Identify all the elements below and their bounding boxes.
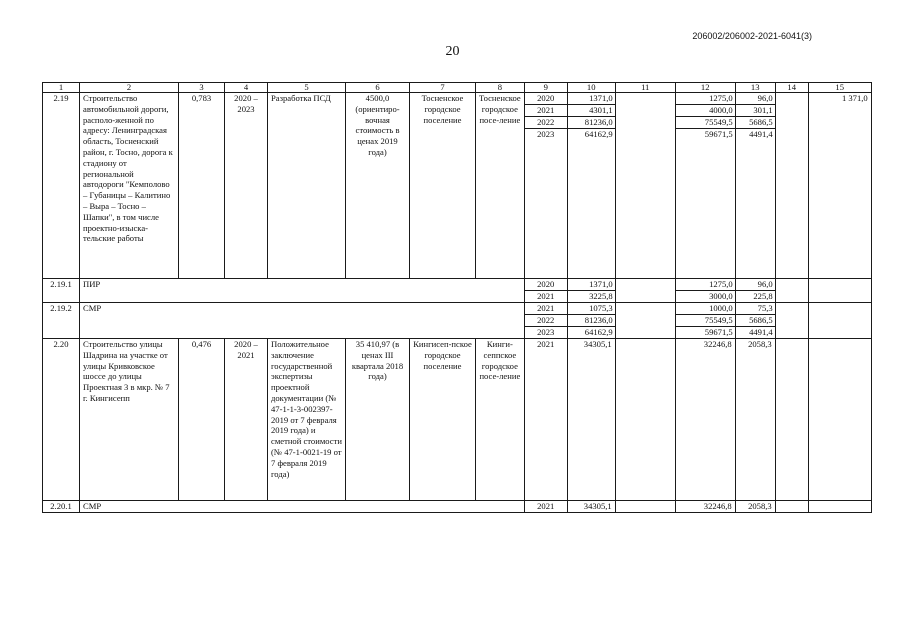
total-amount: 1371,0 xyxy=(589,93,613,103)
table-row xyxy=(43,93,872,279)
total-amount: 64162,9 xyxy=(568,129,615,141)
document-number: 206002/206002-2021-6041(3) xyxy=(692,31,812,41)
table-row xyxy=(43,501,872,513)
regional-amount: 3000,0 xyxy=(676,291,735,303)
regional-amount: 59671,5 xyxy=(676,129,735,141)
year: 2022 xyxy=(525,315,567,327)
row-number: 2.19.2 xyxy=(43,303,80,339)
local-amount: 4491,4 xyxy=(736,129,775,141)
local-amount: 2058,3 xyxy=(735,501,775,513)
year: 2021 xyxy=(525,105,567,117)
column-number: 12 xyxy=(675,83,735,93)
column-number: 10 xyxy=(567,83,615,93)
federal-amount xyxy=(615,279,675,303)
other-amount xyxy=(775,279,808,303)
other-amount xyxy=(775,339,808,501)
total-amount: 3225,8 xyxy=(568,291,615,303)
row-number: 2.20.1 xyxy=(43,501,80,513)
column-number: 3 xyxy=(179,83,225,93)
total-amount: 4301,1 xyxy=(568,105,615,117)
row-number: 2.19.1 xyxy=(43,279,80,303)
federal-amount xyxy=(615,501,675,513)
completed-amount xyxy=(808,501,871,513)
total-amount: 34305,1 xyxy=(567,501,615,513)
table-row xyxy=(43,279,872,303)
year: 2020 xyxy=(537,279,555,289)
column-number: 5 xyxy=(268,83,346,93)
year: 2021 xyxy=(537,303,555,313)
total-amount: 81236,0 xyxy=(568,117,615,129)
local-amount: 4491,4 xyxy=(736,327,775,339)
regional-amount: 1275,0 xyxy=(709,279,733,289)
construction-period: 2020 – 2021 xyxy=(225,339,268,501)
completed-amount xyxy=(808,339,871,501)
column-number: 4 xyxy=(225,83,268,93)
column-number: 6 xyxy=(346,83,410,93)
recipient: Кинги-сеппское городское посе-ление xyxy=(476,339,525,501)
length-km: 0,476 xyxy=(179,339,225,501)
work-type: СМР xyxy=(80,501,525,513)
federal-amount xyxy=(615,303,675,339)
local-amount: 75,3 xyxy=(757,303,773,313)
local-amount: 225,8 xyxy=(736,291,775,303)
completed-amount xyxy=(808,303,871,339)
year: 2021 xyxy=(524,339,567,501)
regional-amount: 1275,0 xyxy=(709,93,733,103)
total-amount: 34305,1 xyxy=(567,339,615,501)
column-number: 15 xyxy=(808,83,871,93)
column-number: 8 xyxy=(476,83,525,93)
year: 2023 xyxy=(525,327,567,339)
row-number: 2.19 xyxy=(43,93,80,279)
year: 2023 xyxy=(525,129,567,141)
column-number: 14 xyxy=(775,83,808,93)
table-row xyxy=(43,339,872,501)
local-amount: 2058,3 xyxy=(735,339,775,501)
local-amount: 5686,5 xyxy=(736,315,775,327)
regional-amount: 75549,5 xyxy=(676,315,735,327)
object-name: Строительство улицы Шадрина на участке от улицы Кривковское шоссе до улицы Проектная 3 в мкр. № 7 г. Кингисепп xyxy=(80,339,179,501)
federal-amount xyxy=(615,339,675,501)
other-amount xyxy=(775,501,808,513)
local-amount: 301,1 xyxy=(736,105,775,117)
construction-period: 2020 – 2023 xyxy=(225,93,268,279)
column-number: 11 xyxy=(615,83,675,93)
other-amount xyxy=(775,93,808,279)
recipient: Тосненское городское посе-ление xyxy=(476,93,525,279)
column-number: 7 xyxy=(410,83,476,93)
year: 2022 xyxy=(525,117,567,129)
length-km: 0,783 xyxy=(179,93,225,279)
page-number: 20 xyxy=(445,44,460,59)
municipality: Тосненское городское поселение xyxy=(410,93,476,279)
estimated-cost: 35 410,97 (в ценах III квартала 2018 года) xyxy=(346,339,410,501)
local-amount: 96,0 xyxy=(757,93,773,103)
regional-amount: 4000,0 xyxy=(676,105,735,117)
regional-amount: 59671,5 xyxy=(676,327,735,339)
documentation-status: Положительное заключение государственной экспертизы проектной документации (№ 47-1-1-3-002397-2019 от 7 февраля 2019 года) и сметной стоимости (№ 47-1-0021-19 от 7 февраля 2019 года) xyxy=(268,339,346,501)
column-number: 1 xyxy=(43,83,80,93)
completed-amount: 1 371,0 xyxy=(808,93,871,279)
work-type: СМР xyxy=(80,303,525,339)
local-amount: 5686,5 xyxy=(736,117,775,129)
year: 2021 xyxy=(525,291,567,303)
total-amount: 64162,9 xyxy=(568,327,615,339)
documentation-status: Разработка ПСД xyxy=(268,93,346,279)
column-number-row xyxy=(43,83,872,93)
table-row xyxy=(43,303,872,339)
column-number: 13 xyxy=(735,83,775,93)
regional-amount: 32246,8 xyxy=(675,339,735,501)
object-name: Строительство автомобильной дороги, располо-женной по адресу: Ленинградская область, Тосненский район, г. Тосно, дорога к стадиону от региональной автодороги "Кемполово – Губаницы – Калитино – Выра – Тосно – Шапки", в том числе проектно-изыска-тельские работы xyxy=(80,93,179,279)
regional-amount: 75549,5 xyxy=(676,117,735,129)
year: 2021 xyxy=(524,501,567,513)
regional-amount: 1000,0 xyxy=(709,303,733,313)
federal-amount xyxy=(615,93,675,279)
total-amount: 1075,3 xyxy=(589,303,613,313)
municipality: Кингисеп-пское городское поселение xyxy=(410,339,476,501)
program-table xyxy=(42,82,872,513)
total-amount: 1371,0 xyxy=(589,279,613,289)
completed-amount xyxy=(808,279,871,303)
column-number: 2 xyxy=(80,83,179,93)
estimated-cost: 4500,0 (ориентиро-вочная стоимость в ценах 2019 года) xyxy=(346,93,410,279)
column-number: 9 xyxy=(524,83,567,93)
year: 2020 xyxy=(537,93,555,103)
local-amount: 96,0 xyxy=(757,279,773,289)
regional-amount: 32246,8 xyxy=(675,501,735,513)
other-amount xyxy=(775,303,808,339)
total-amount: 81236,0 xyxy=(568,315,615,327)
work-type: ПИР xyxy=(80,279,525,303)
row-number: 2.20 xyxy=(43,339,80,501)
